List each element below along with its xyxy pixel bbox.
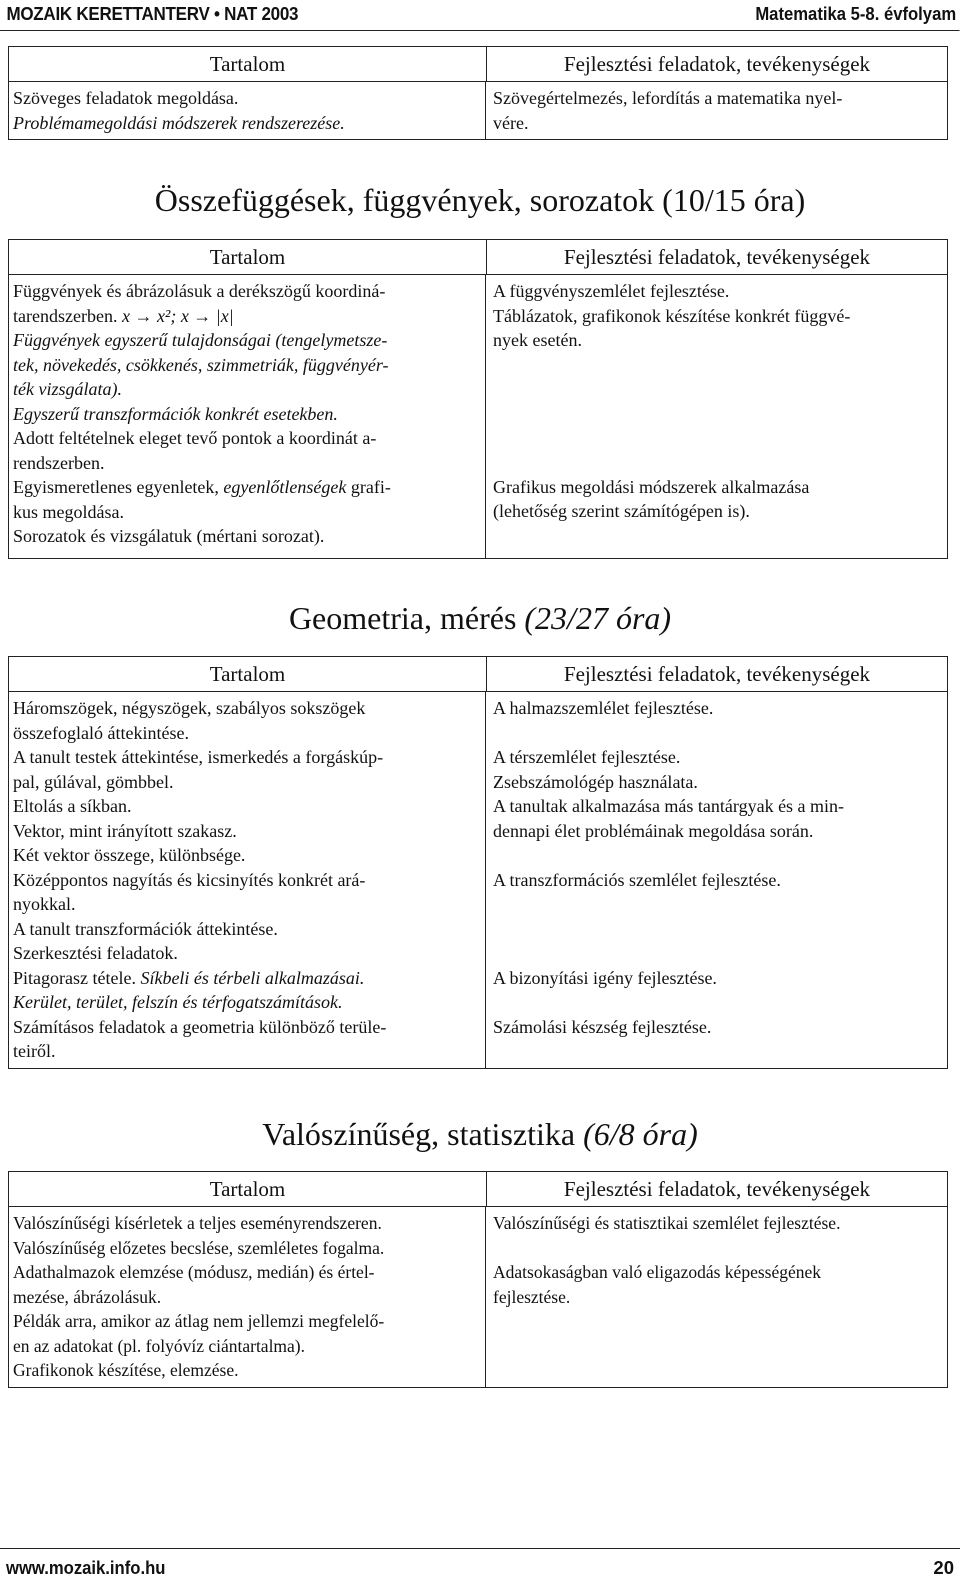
content-line: tek, növekedés, csökkenés, szimmetriák, függvényér-	[13, 354, 389, 375]
development-line: A tanultak alkalmazása más tantárgyak és a min-	[493, 796, 845, 816]
content-line-italic: Problémamegoldási módszerek rendszerezése.	[13, 112, 345, 133]
table-text-problems	[8, 46, 948, 140]
table-header-row	[9, 47, 947, 82]
development-line: A transzformációs szemlélet fejlesztése.	[493, 869, 781, 890]
content-line: Grafikonok készítése, elemzése.	[13, 1360, 239, 1380]
development-line: Zsebszámológép használata.	[493, 771, 698, 792]
development-line: A függvényszemlélet fejlesztése.	[493, 281, 730, 301]
content-line: Kerület, terület, felszín és térfogatszámítások.	[13, 992, 343, 1012]
development-cell	[486, 82, 947, 139]
development-line: A térszemlélet fejlesztése.	[493, 747, 681, 767]
content-line: Háromszögek, négyszögek, szabályos sokszögek	[13, 698, 366, 718]
content-line: pal, gúlával, gömbbel.	[13, 771, 174, 792]
content-line: rendszerben.	[13, 452, 105, 473]
table-body	[9, 1207, 947, 1387]
section-title-hours: (23/27 óra)	[524, 600, 672, 636]
content-cell	[9, 692, 486, 1068]
section-title-probability	[0, 1114, 960, 1154]
section-title-geometry	[0, 598, 960, 638]
content-text-italic: egyenlőtlenségek	[223, 477, 347, 497]
content-line: Valószínűség előzetes becslése, szemléletes fogalma.	[13, 1237, 385, 1258]
content-line: Középpontos nagyítás és kicsinyítés konkrét ará-	[13, 869, 366, 890]
content-line: Példák arra, amikor az átlag nem jellemzi megfelelő-	[13, 1311, 385, 1331]
content-line: teiről.	[13, 1041, 56, 1061]
development-cell	[486, 275, 947, 558]
content-line: Szerkesztési feladatok.	[13, 943, 178, 963]
table-body	[9, 275, 947, 558]
development-line: Táblázatok, grafikonok készítése konkrét függvé-	[493, 305, 851, 326]
content-text: tarendszerben.	[13, 305, 118, 326]
content-line: Valószínűségi kísérletek a teljes eseményrendszeren.	[13, 1213, 382, 1233]
table-body	[9, 82, 947, 139]
development-line: fejlesztése.	[493, 1286, 571, 1307]
content-line: Adott feltételnek eleget tevő pontok a koordinát a-	[13, 428, 377, 448]
column-title-development: Fejlesztési feladatok, tevékenységek	[563, 1177, 871, 1201]
content-line	[13, 475, 479, 500]
spacer	[493, 892, 941, 966]
column-title-content: Tartalom	[9, 1172, 487, 1206]
content-line: A tanult testek áttekintése, ismerkedés a forgáskúp-	[13, 747, 384, 767]
content-line: mezése, ábrázolásuk.	[13, 1286, 162, 1307]
development-line: dennapi élet problémáinak megoldása során.	[493, 820, 814, 841]
content-line	[13, 966, 479, 991]
content-cell	[9, 1207, 486, 1387]
content-line: Vektor, mint irányított szakasz.	[13, 820, 237, 841]
development-cell	[486, 692, 947, 1068]
content-line: Függvények és ábrázolásuk a derékszögű koordiná-	[13, 281, 386, 301]
development-line: nyek esetén.	[493, 330, 582, 350]
content-line: Egyszerű transzformációk konkrét esetekben.	[13, 403, 338, 424]
content-text: grafi-	[346, 477, 391, 497]
content-line: összefoglaló áttekintése.	[13, 722, 189, 743]
content-cell	[9, 82, 486, 139]
section-title-hours: (6/8 óra)	[583, 1116, 698, 1152]
development-line: Grafikus megoldási módszerek alkalmazása	[493, 476, 810, 497]
table-body	[9, 692, 947, 1068]
column-title-content: Tartalom	[9, 240, 487, 274]
content-line: Szöveges feladatok megoldása.	[13, 88, 239, 108]
column-title-content: Tartalom	[9, 657, 487, 691]
table-header-row	[9, 657, 947, 692]
development-line: A halmazszemlélet fejlesztése.	[493, 698, 714, 718]
content-line: en az adatokat (pl. folyóvíz ciántartalma).	[13, 1335, 306, 1356]
content-line: A tanult transzformációk áttekintése.	[13, 918, 278, 939]
content-line: Két vektor összege, különbsége.	[13, 845, 246, 865]
column-title-development: Fejlesztési feladatok, tevékenységek	[563, 245, 871, 269]
development-cell	[486, 1207, 947, 1387]
column-title-development: Fejlesztési feladatok, tevékenységek	[563, 52, 871, 76]
development-line: Szövegértelmezés, lefordítás a matematika nyel-	[493, 88, 843, 108]
function-formula: x → x²; x → |x|	[121, 305, 234, 326]
spacer	[493, 843, 941, 868]
development-line: (lehetőség szerint számítógépen is).	[493, 501, 750, 521]
table-functions	[8, 239, 948, 559]
spacer	[493, 990, 941, 1015]
spacer	[493, 1236, 941, 1261]
content-line: nyokkal.	[13, 894, 76, 914]
content-line	[13, 304, 479, 329]
content-line: Eltolás a síkban.	[13, 796, 132, 816]
table-geometry	[8, 656, 948, 1069]
table-header-row	[9, 240, 947, 275]
page-footer	[0, 1548, 960, 1585]
content-line: Függvények egyszerű tulajdonságai (tengelymetsze-	[13, 330, 388, 350]
development-line: vére.	[493, 112, 529, 133]
column-title-development: Fejlesztési feladatok, tevékenységek	[563, 662, 871, 686]
spacer	[493, 353, 941, 475]
page-number: 20	[933, 1557, 954, 1578]
header-subject: Matematika 5-8. évfolyam	[755, 3, 956, 24]
development-line: Számolási készség fejlesztése.	[493, 1016, 712, 1037]
content-text-italic: Síkbeli és térbeli alkalmazásai.	[140, 967, 365, 988]
content-cell	[9, 275, 486, 558]
spacer	[493, 721, 941, 746]
footer-website: www.mozaik.info.hu	[6, 1557, 166, 1578]
content-line: ték vizsgálata).	[13, 379, 122, 399]
content-line: Adathalmazok elemzése (módusz, medián) és értel-	[13, 1262, 375, 1282]
content-line: Számításos feladatok a geometria különböző terüle-	[13, 1016, 387, 1037]
table-header-row	[9, 1172, 947, 1207]
content-text: Pitagorasz tétele.	[13, 967, 141, 988]
development-line: A bizonyítási igény fejlesztése.	[493, 967, 717, 988]
development-line: Valószínűségi és statisztikai szemlélet fejlesztése.	[493, 1213, 841, 1233]
table-probability	[8, 1171, 948, 1388]
header-series-title: MOZAIK KERETTANTERV • NAT 2003	[6, 3, 299, 24]
content-text: Egyismeretlenes egyenletek,	[13, 477, 224, 497]
section-title-functions: Összefüggések, függvények, sorozatok (10/15 óra)	[154, 182, 806, 218]
content-line: kus megoldása.	[13, 501, 124, 522]
development-line: Adatsokaságban való eligazodás képességének	[493, 1262, 822, 1282]
column-title-content: Tartalom	[9, 47, 487, 81]
content-line: Sorozatok és vizsgálatuk (mértani sorozat).	[13, 526, 325, 546]
section-title-text: Valószínűség, statisztika	[262, 1116, 584, 1152]
section-title-text: Geometria, mérés	[288, 600, 525, 636]
